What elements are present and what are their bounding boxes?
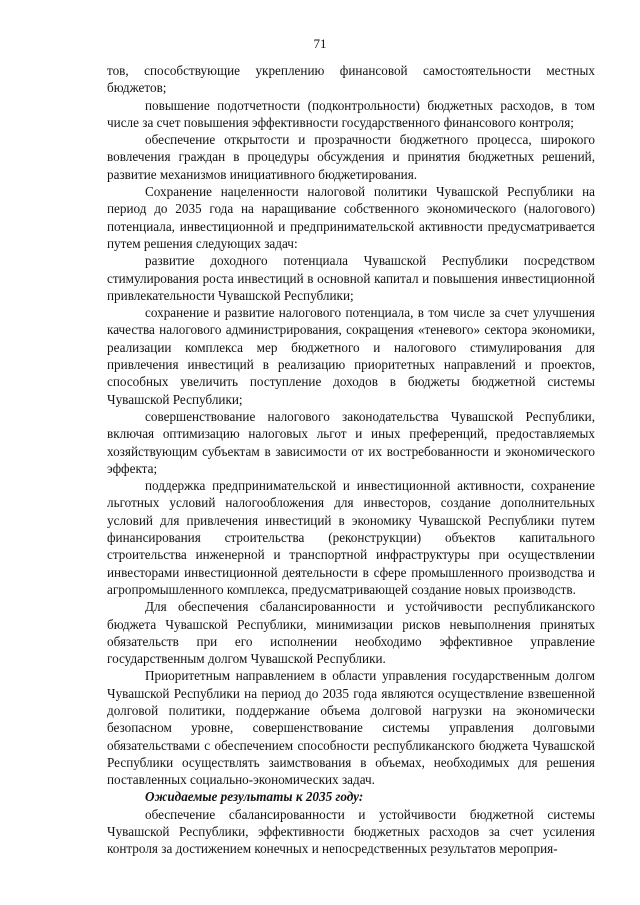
document-body [107,62,595,858]
paragraph: поддержка предпринимательской и инвестиционной активности, сохранение льготных условий налогообложения для инвесторов, создание дополнительных условий для привлечения инвестиций в экономику Чувашской Республики путем финансирования строительства (реконструкции) объектов капитального строительства инженерной и транспортной инфраструктуры при осуществлении инвесторами инвестиционной деятельности в сфере промышленного производства и агропромышленного комплекса, предусматривающей создание новых производств. [107,478,595,597]
paragraph: повышение подотчетности (подконтрольности) бюджетных расходов, в том числе за счет повышения эффективности государственного финансового контроля; [107,97,595,130]
paragraph: обеспечение сбалансированности и устойчивости бюджетной системы Чувашской Республики, эффективности бюджетных расходов за счет усиления контроля за достижением конечных и непосредственных результатов мероприя- [107,806,595,857]
paragraph: совершенствование налогового законодательства Чувашской Республики, включая оптимизацию налоговых льгот и иных преференций, предоставляемых хозяйствующим субъектам в зависимости от их востребованности и экономического эффекта; [107,408,595,476]
page-number: 71 [313,36,327,51]
paragraph: Сохранение нацеленности налоговой политики Чувашской Республики на период до 2035 года на наращивание собственного экономического (налогового) потенциала, инвестиционной и предпринимательской активности предусматривается путем решения следующих задач: [107,184,595,251]
paragraph: Для обеспечения сбалансированности и устойчивости республиканского бюджета Чувашской Республики, минимизации рисков невыполнения принятых обязательств при его исполнении необходимо эффективное управление государственным долгом Чувашской Республики. [107,599,595,667]
paragraph: тов, способствующие укреплению финансовой самостоятельности местных бюджетов; [107,63,595,96]
paragraph: развитие доходного потенциала Чувашской Республики посредством стимулирования роста инвестиций в основной капитал и повышения инвестиционной привлекательности Чувашской Республики; [107,253,595,303]
paragraph: Приоритетным направлением в области управления государственным долгом Чувашской Республики на период до 2035 года являются осуществление взвешенной долговой политики, поддержание объема долговой нагрузки на экономически безопасном уровне, совершенствование системы управления долговыми обязательствами с обеспечением способности республиканского бюджета Чувашской Республики осуществлять заимствования в объемах, необходимых для решения поставленных социально-экономических задач. [107,668,595,788]
section-heading: Ожидаемые результаты к 2035 году: [145,789,364,805]
paragraph: обеспечение открытости и прозрачности бюджетного процесса, широкого вовлечения граждан в процедуры обсуждения и принятия бюджетных решений, развитие механизмов инициативного бюджетирования. [107,132,595,182]
paragraph: сохранение и развитие налогового потенциала, в том числе за счет улучшения качества налогового администрирования, сокращения «теневого» сектора экономики, реализации комплекса мер бюджетного и налогового стимулирования для привлечения инвестиций в реализацию приоритетных направлений и проектов, способных увеличить поступление доходов в бюджеты бюджетной системы Чувашской Республики; [107,305,595,407]
